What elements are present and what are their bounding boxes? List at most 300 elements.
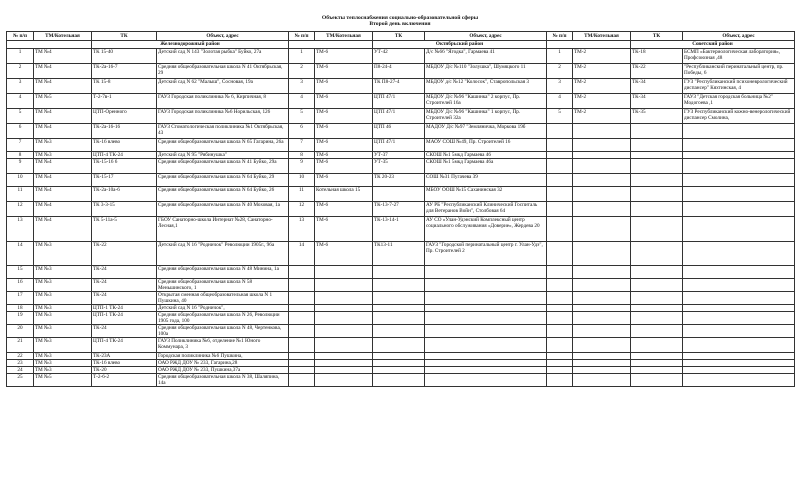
cell-object: Детский сад N 95 "Рябинушка" [157,152,289,159]
cell-source: ТМ-6 [315,174,373,187]
cell-tk: ТК-24 [92,266,157,279]
cell-object: Открытая сменная общеобразовательная школа N 1 Пушкина, 40 [157,292,289,305]
cell-source [315,374,373,387]
cell-tk [373,353,425,360]
cell-tk: ТК-24 [92,325,157,338]
cell-number [547,159,573,174]
cell-number: 17 [7,292,34,305]
table-header [7,32,795,41]
cell-object: ГАУЗ Городская поликлиника № 6, Кирпичная, 8 [157,94,289,109]
table-row [7,187,795,202]
cell-object [425,338,547,353]
cell-number: 8 [7,152,34,159]
cell-number [547,174,573,187]
cell-tk: ЦТП 47/1 [373,94,425,109]
cell-tk: ТК-34 [631,94,683,109]
cell-source [573,374,631,387]
table-row [7,124,795,139]
cell-number: 1 [547,49,573,64]
header-source: ТМ/Котельная [315,32,373,41]
cell-tk [373,325,425,338]
cell-number: 25 [7,374,34,387]
cell-object: ОАО РЖД ДОУ № 233, Пушкина,37а [157,367,289,374]
cell-tk: ТК-23А [92,353,157,360]
cell-number: 1 [289,49,315,64]
cell-number [289,374,315,387]
cell-number: 12 [289,202,315,217]
cell-object: АУ РБ "Республиканский Клинический Госпиталь для Ветеранов Войн", Столбовая 64 [425,202,547,217]
cell-number [289,367,315,374]
cell-object [425,360,547,367]
cell-source [573,174,631,187]
cell-object [683,279,795,292]
cell-tk [631,242,683,266]
cell-number [547,217,573,242]
cell-object: Средняя общеобразовательная школа N 48, Чертенкова, 100а [157,325,289,338]
cell-object [683,353,795,360]
cell-source: ТМ №3 [34,139,92,152]
table-row [7,360,795,367]
cell-number: 18 [7,305,34,312]
cell-number: 7 [289,139,315,152]
cell-number [547,139,573,152]
cell-object: ГУЗ Республиканский кожно-венерологический диспансер Смолина, [683,109,795,124]
cell-source: ТМ №3 [34,305,92,312]
cell-source [573,279,631,292]
cell-tk: УТ-37 [373,152,425,159]
table-row [7,305,795,312]
cell-source: ТМ-6 [315,242,373,266]
cell-source [315,360,373,367]
cell-source: ТМ №4 [34,187,92,202]
cell-tk: ТК-15-16 6 [92,159,157,174]
cell-object [683,187,795,202]
cell-number [547,367,573,374]
cell-tk: ТК-15-17 [92,174,157,187]
table-row [7,174,795,187]
cell-source: ТМ №5 [34,94,92,109]
header-tk: ТК [631,32,683,41]
cell-number: 21 [7,338,34,353]
document-title: Объекты теплоснабжения социально-образовательной сферы [321,15,479,21]
cell-tk [631,353,683,360]
table-row [7,353,795,360]
cell-source: ТМ-6 [315,64,373,79]
table-row [7,159,795,174]
cell-number: 22 [7,353,34,360]
table-row [7,79,795,94]
cell-object [683,242,795,266]
cell-source [573,353,631,360]
cell-number: 11 [7,187,34,202]
cell-number [547,325,573,338]
cell-number [547,187,573,202]
cell-number: 15 [7,266,34,279]
cell-object: МАОУ СОШ №49, Пр. Строителей 16 [425,139,547,152]
cell-tk: ТК 3-3-15 [92,202,157,217]
cell-object: Средняя общеобразовательная школа N 26, Революции 1905 года, 100 [157,312,289,325]
facilities-table [6,31,795,387]
header-tk: ТК [92,32,157,41]
cell-tk: ТК-2а-16-7 [92,64,157,79]
cell-tk [373,187,425,202]
cell-object: ГАУЗ "Городской перинатальный центр г. Улан-Удэ", Пр. Строителей 2 [425,242,547,266]
cell-source [573,338,631,353]
cell-number: 16 [7,279,34,292]
cell-number: 1 [7,49,34,64]
cell-object [683,174,795,187]
cell-object [425,292,547,305]
cell-number [547,353,573,360]
cell-source [573,152,631,159]
cell-tk [631,325,683,338]
header-object: Объект, адрес [425,32,547,41]
cell-source [573,159,631,174]
cell-tk [631,217,683,242]
cell-object: Средняя общеобразовательная школа N 41 Октябрьская, 29 [157,64,289,79]
cell-number: 20 [7,325,34,338]
table-row [7,139,795,152]
cell-tk: ТК-2а-10а-6 [92,187,157,202]
cell-source [315,292,373,305]
cell-number: 14 [289,242,315,266]
cell-object [683,152,795,159]
table-row [7,152,795,159]
cell-tk: ЦТП-Оренного [92,109,157,124]
cell-number: 4 [547,94,573,109]
cell-object [683,312,795,325]
cell-tk: ЦТП 46 [373,124,425,139]
table-row [7,374,795,387]
cell-source: ТМ-2 [573,109,631,124]
cell-object: МБДОУ д/с №12 "Колосок", Ставропольская 3 [425,79,547,94]
cell-number: 6 [289,124,315,139]
cell-tk [373,279,425,292]
cell-object: Детский сад N 62 "Малыш", Сосновая, 19а [157,79,289,94]
cell-object [683,266,795,279]
cell-tk [631,338,683,353]
cell-tk [631,312,683,325]
cell-object: Средняя общеобразовательная школа N 64 Буйко, 26 [157,187,289,202]
cell-number: 3 [7,79,34,94]
cell-source: ТМ №3 [34,266,92,279]
cell-source [315,325,373,338]
cell-object: Средняя общеобразовательная школа N 38, Шаляпина, 14а [157,374,289,387]
cell-source: ТМ №4 [34,109,92,124]
cell-tk [373,312,425,325]
cell-number [289,266,315,279]
cell-number: 13 [289,217,315,242]
cell-number: 2 [547,64,573,79]
cell-source [573,360,631,367]
table-row [7,109,795,124]
cell-source [315,312,373,325]
district-name: Советский район [631,41,795,49]
cell-number [547,374,573,387]
cell-number: 3 [289,79,315,94]
cell-number: 2 [7,64,34,79]
cell-tk [373,374,425,387]
cell-number [289,325,315,338]
cell-object: СОШ №31 Пугачева 39 [425,174,547,187]
cell-source: ТМ-6 [315,217,373,242]
district-name: Октябрьский район [373,41,547,49]
cell-number [289,305,315,312]
cell-source: ТМ №3 [34,325,92,338]
cell-object [425,353,547,360]
cell-source [573,139,631,152]
table-row [7,292,795,305]
table-row [7,217,795,242]
cell-object [683,139,795,152]
table-row [7,279,795,292]
cell-source: ТМ-6 [315,152,373,159]
cell-source: ТМ-6 [315,94,373,109]
cell-tk: ЦТП-1 ТК-24 [92,305,157,312]
cell-object: БСМП «Бактериологическая лаборатория», Профсоюзная ,48 [683,49,795,64]
cell-source: ТМ №3 [34,367,92,374]
cell-source: ТМ-6 [315,79,373,94]
cell-number [289,353,315,360]
cell-source [573,217,631,242]
cell-object [683,325,795,338]
table-row [7,338,795,353]
cell-source [573,202,631,217]
cell-object: ГАУЗ Городская поликлиника №6 Норильская, 126 [157,109,289,124]
table-row [7,64,795,79]
cell-object: МАДОУ Д/с №97 "Земляничка, Моркова 19б [425,124,547,139]
table-row [7,49,795,64]
cell-number: 19 [7,312,34,325]
cell-source: ТМ №5 [34,374,92,387]
cell-object [683,292,795,305]
cell-tk [373,367,425,374]
cell-source: ТМ №4 [34,49,92,64]
cell-source [315,338,373,353]
cell-object: Средняя общеобразовательная школа N 40 Моховая, 1а [157,202,289,217]
cell-object: Детский сад N 16 "Родничок", [157,305,289,312]
cell-source [315,305,373,312]
cell-object: ГАУЗ Стоматологическая поликлиника №1 Октябрьская, 43 [157,124,289,139]
header-source: ТМ/Котельная [34,32,92,41]
cell-source [573,187,631,202]
cell-tk [631,139,683,152]
cell-object [683,367,795,374]
cell-source: ТМ №4 [34,174,92,187]
cell-number [289,292,315,305]
cell-object: Средняя общеобразовательная школа N 41 Буйко, 29а [157,159,289,174]
header-source: ТМ/Котельная [573,32,631,41]
cell-tk [631,266,683,279]
cell-object: ГАУЗ "Детская городская больница №2" Модогоева ,1 [683,94,795,109]
cell-tk: ТК-13-14-1 [373,217,425,242]
cell-number: 5 [547,109,573,124]
cell-source [315,353,373,360]
cell-object: "Республиканский перинатальный центр, пр. Победы, 6 [683,64,795,79]
cell-number: 5 [289,109,315,124]
header-number: № п/п [289,32,315,41]
cell-source: ТМ №3 [34,312,92,325]
cell-object: Средняя общеобразовательная школа N 48 Минина, 1а [157,266,289,279]
cell-tk: ТК 5-11а-5 [92,217,157,242]
cell-tk: ТК-35 [631,109,683,124]
cell-source [573,312,631,325]
cell-tk [373,360,425,367]
table-row [7,242,795,266]
cell-number [547,292,573,305]
cell-source: ТМ №4 [34,202,92,217]
cell-number: 24 [7,367,34,374]
cell-tk: ТК-18 [631,49,683,64]
cell-tk: ЦТП 47/1 [373,139,425,152]
cell-source: ТМ-6 [315,139,373,152]
cell-object [683,305,795,312]
cell-tk: ТК-20 [92,367,157,374]
cell-source [573,242,631,266]
cell-number: 2 [289,64,315,79]
cell-object: Детский сад N 16 "Родничок" Революции 1905г., 96а [157,242,289,266]
cell-tk [631,367,683,374]
cell-source: ТМ №3 [34,152,92,159]
district-name: Железнодорожный район [92,41,289,49]
cell-source: ТМ-2 [573,94,631,109]
cell-object [683,217,795,242]
table-row [7,94,795,109]
cell-source: ТМ №3 [34,353,92,360]
cell-tk: ТК-16 влево [92,139,157,152]
cell-object: МБДОУ Д/с №110 "Золушка", Шумяцкого 11 [425,64,547,79]
cell-tk: Т-2-7в-1 [92,94,157,109]
cell-number [289,338,315,353]
cell-object [425,325,547,338]
document-subtitle: Второй день включения [369,21,431,27]
cell-tk: УТ-42 [373,49,425,64]
cell-number [547,360,573,367]
cell-tk: ТК П8-27-4 [373,79,425,94]
cell-source [573,124,631,139]
cell-number: 11 [289,187,315,202]
table-row [7,202,795,217]
cell-tk: УТ-35 [373,159,425,174]
cell-number: 5 [7,109,34,124]
cell-tk: Т-2-6-2 [92,374,157,387]
cell-number [547,202,573,217]
cell-source [315,266,373,279]
cell-object [425,279,547,292]
cell-tk: П8-24-4 [373,64,425,79]
cell-number: 4 [7,94,34,109]
cell-source [573,305,631,312]
cell-tk: ТК-22 [92,242,157,266]
cell-tk: ЦТП 47/1 [373,109,425,124]
cell-number [547,312,573,325]
cell-source [573,367,631,374]
cell-object: МБДОУ Д/с №96 "Кашинка" 2 корпус, Пр. Строителей 16а [425,94,547,109]
cell-tk [631,124,683,139]
cell-number: 4 [289,94,315,109]
cell-tk [373,338,425,353]
cell-number: 7 [7,139,34,152]
cell-source: ТМ-6 [315,109,373,124]
table-row [7,325,795,338]
cell-source: ТМ №4 [34,64,92,79]
table-row [7,266,795,279]
cell-number: 10 [7,174,34,187]
cell-source: ТМ-2 [573,64,631,79]
cell-source: ТМ-6 [315,159,373,174]
cell-object: ГАУЗ Поликлиника №6, отделение №1 Юного Коммунара, 3 [157,338,289,353]
cell-source [573,325,631,338]
cell-object [683,360,795,367]
cell-number [547,266,573,279]
cell-number [547,279,573,292]
cell-number: 6 [7,124,34,139]
cell-object: Средняя общеобразовательная школа N 58 Меньшинского, 1 [157,279,289,292]
cell-object [425,305,547,312]
cell-object: Д/с №66 "Ягодка", Гармаева 41 [425,49,547,64]
header-number: № п/п [7,32,34,41]
cell-number [547,305,573,312]
cell-number: 10 [289,174,315,187]
cell-number: 9 [289,159,315,174]
cell-source: ТМ-2 [573,49,631,64]
cell-tk [631,159,683,174]
cell-number [289,279,315,292]
cell-object: ГБОУ Санаторно-школа Интернат №28, Санаторно-Лесная,1 [157,217,289,242]
cell-source: ТМ №4 [34,79,92,94]
cell-source: ТМ-6 [315,49,373,64]
cell-object [425,374,547,387]
cell-source [573,292,631,305]
cell-source: ТМ №3 [34,338,92,353]
cell-source: ТМ №4 [34,217,92,242]
cell-tk [631,187,683,202]
cell-object: Городская поликлиника №6 Пушкина, [157,353,289,360]
cell-source: ТМ-2 [573,79,631,94]
cell-number: 9 [7,159,34,174]
cell-object: ОАО РЖД ДОУ № 233, Гагарина,28 [157,360,289,367]
cell-source [573,266,631,279]
cell-number: 14 [7,242,34,266]
cell-object: МБДОУ Д/с №96 "Кашинка" 1 корпус, Пр. Строителей 32а [425,109,547,124]
cell-source: ТМ-6 [315,124,373,139]
cell-tk: ЦТП-4 ТК-24 [92,338,157,353]
cell-number: 8 [289,152,315,159]
cell-object: АУ СО «Улан-Удэнский Комплексный центр социального обслуживания «Доверие», Жердева 20 [425,217,547,242]
cell-tk: ТК-24 [92,292,157,305]
cell-tk [631,202,683,217]
cell-tk: ТК13-11 [373,242,425,266]
header-object: Объект, адрес [683,32,795,41]
cell-object [683,159,795,174]
cell-object: МБОУ ООШ №15 Саханинская 32 [425,187,547,202]
cell-tk [373,305,425,312]
cell-number [547,124,573,139]
cell-object: СКОШ №1 5мкд Гармаева 46 [425,152,547,159]
cell-tk: ТК 15-8 [92,79,157,94]
cell-number [289,360,315,367]
cell-object [683,202,795,217]
cell-object [425,312,547,325]
cell-number [547,152,573,159]
cell-tk: ТК 20-23 [373,174,425,187]
cell-tk: ТК-34 [631,79,683,94]
cell-object: Средняя общеобразовательная школа N 65 Гагарина, 26а [157,139,289,152]
cell-number: 3 [547,79,573,94]
cell-number [547,242,573,266]
cell-object: Детский сад N 143 "Золотая рыбка" Буйко, 27а [157,49,289,64]
cell-tk: ТК 15-40 [92,49,157,64]
